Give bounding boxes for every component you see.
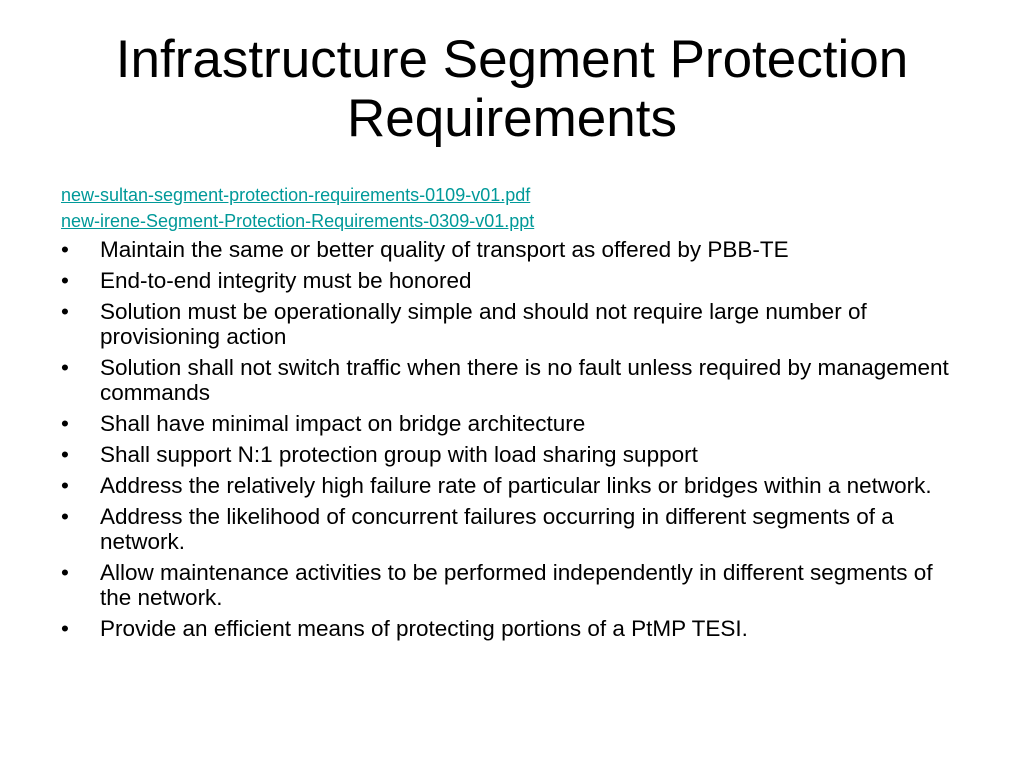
list-item	[61, 504, 966, 554]
bullet-icon: •	[61, 504, 69, 529]
list-item	[61, 411, 966, 436]
list-item	[61, 442, 966, 467]
list-item	[61, 560, 966, 610]
slide-title	[40, 30, 984, 148]
bullet-icon: •	[61, 355, 69, 380]
list-item-text: Address the likelihood of concurrent failures occurring in different segments of a network.	[100, 504, 894, 554]
bullet-icon: •	[61, 442, 69, 467]
list-item	[61, 616, 966, 641]
bullet-icon: •	[61, 411, 69, 436]
list-item-text: Provide an efficient means of protecting portions of a PtMP TESI.	[100, 616, 748, 641]
list-item	[61, 299, 966, 349]
list-item-text: Solution shall not switch traffic when there is no fault unless required by management commands	[100, 355, 949, 405]
list-item	[61, 473, 966, 498]
bullet-icon: •	[61, 299, 69, 324]
list-item-text: Allow maintenance activities to be performed independently in different segments of the network.	[100, 560, 933, 610]
bullet-icon: •	[61, 473, 69, 498]
reference-link-pdf[interactable]: new-sultan-segment-protection-requirements-0109-v01.pdf	[61, 185, 531, 205]
list-item	[61, 268, 966, 293]
list-item-text: Solution must be operationally simple and should not require large number of provisioning action	[100, 299, 867, 349]
bullet-icon: •	[61, 268, 69, 293]
bullet-icon: •	[61, 560, 69, 585]
reference-link-ppt[interactable]: new-irene-Segment-Protection-Requirements-0309-v01.ppt	[61, 211, 535, 231]
list-item-text: Maintain the same or better quality of transport as offered by PBB-TE	[100, 237, 789, 262]
list-item	[61, 355, 966, 405]
bullet-icon: •	[61, 237, 69, 262]
list-item-text: End-to-end integrity must be honored	[100, 268, 472, 293]
list-item-text: Shall have minimal impact on bridge architecture	[100, 411, 586, 436]
slide-title-line-1: Infrastructure Segment Protection	[115, 30, 909, 89]
requirements-list	[61, 237, 966, 647]
bullet-icon: •	[61, 616, 69, 641]
list-item	[61, 237, 966, 262]
list-item-text: Address the relatively high failure rate of particular links or bridges within a network.	[100, 473, 932, 498]
reference-links	[61, 182, 534, 234]
slide-title-line-2: Requirements	[347, 89, 677, 148]
list-item-text: Shall support N:1 protection group with load sharing support	[100, 442, 698, 467]
